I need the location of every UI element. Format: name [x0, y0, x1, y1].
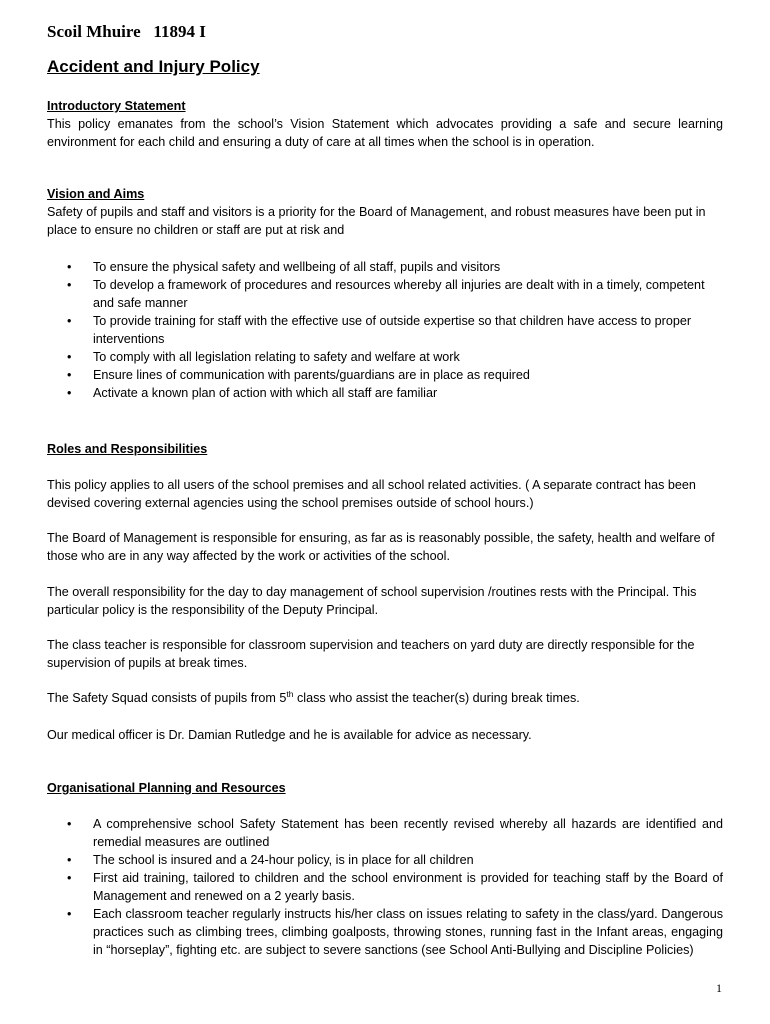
planning-heading: Organisational Planning and Resources [47, 781, 286, 795]
roles-paragraph-4: The class teacher is responsible for classroom supervision and teachers on yard duty are directly responsible for the supervision of pupils at break times. [47, 638, 695, 670]
list-item: • A comprehensive school Safety Statement has been recently revised whereby all hazards are identified and remedial measures are outlined [67, 817, 723, 849]
roles-paragraph-1: This policy applies to all users of the school premises and all school related activities. ( A separate contract has been devised covering external agencies using the school premises outside of school hours.) [47, 478, 696, 510]
policy-title: Accident and Injury Policy [47, 57, 260, 76]
vision-text: Safety of pupils and staff and visitors is a priority for the Board of Management, and robust measures have been put in place to ensure no children or staff are put at risk and [47, 205, 706, 237]
bullet-icon: • [67, 907, 72, 921]
list-item: • Activate a known plan of action with which all staff are familiar [67, 386, 438, 400]
intro-heading: Introductory Statement [47, 99, 186, 113]
bullet-icon: • [67, 260, 72, 274]
bullet-icon: • [67, 278, 72, 292]
roles-paragraph-5: The Safety Squad consists of pupils from 5th class who assist the teacher(s) during break times. [47, 688, 580, 705]
roles-paragraph-3: The overall responsibility for the day to day management of school supervision /routines rests with the Principal. This particular policy is the responsibility of the Deputy Principal. [47, 585, 697, 617]
bullet-icon: • [67, 368, 72, 382]
list-item: • To provide training for staff with the effective use of outside expertise so that children have access to proper interventions [67, 314, 692, 346]
bullet-icon: • [67, 386, 72, 400]
bullet-icon: • [67, 350, 72, 364]
bullet-icon: • [67, 871, 72, 885]
list-item: • To ensure the physical safety and wellbeing of all staff, pupils and visitors [67, 260, 501, 274]
list-item: • To comply with all legislation relating to safety and welfare at work [67, 350, 460, 364]
bullet-icon: • [67, 853, 72, 867]
list-item: • Each classroom teacher regularly instructs his/her class on issues relating to safety in the class/yard. Dangerous practices such as climbing trees, climbing goalposts, throwing stones, running fast in the Infant areas, engaging in “horseplay”, fighting etc. are subject to severe sanctions (see School Anti-Bullying and Discipline Policies) [67, 907, 723, 957]
vision-aims-list [47, 258, 723, 402]
list-item: • To develop a framework of procedures and resources whereby all injuries are dealt with in a timely, competent and safe manner [67, 278, 705, 310]
list-item: • First aid training, tailored to children and the school environment is provided for teaching staff by the Board of Management and renewed on a 2 yearly basis. [67, 871, 723, 903]
intro-text: This policy emanates from the school’s Vision Statement which advocates providing a safe and secure learning environment for each child and ensuring a duty of care at all times when the school is in operation. [47, 117, 723, 149]
roles-paragraph-2: The Board of Management is responsible for ensuring, as far as is reasonably possible, the safety, health and welfare of those who are in any way affected by the work or activities of the school. [47, 531, 715, 563]
intro-section [47, 97, 723, 151]
page-number: 1 [716, 981, 722, 995]
bullet-icon: • [67, 314, 72, 328]
list-item: • The school is insured and a 24-hour policy, is in place for all children [67, 853, 474, 867]
bullet-icon: • [67, 817, 72, 831]
vision-heading: Vision and Aims [47, 187, 145, 201]
school-name: Scoil Mhuire 11894 I [47, 22, 206, 41]
roles-paragraph-6: Our medical officer is Dr. Damian Rutledge and he is available for advice as necessary. [47, 728, 532, 742]
roles-heading: Roles and Responsibilities [47, 442, 208, 456]
planning-list [47, 815, 723, 959]
vision-section [47, 185, 723, 239]
list-item: • Ensure lines of communication with parents/guardians are in place as required [67, 368, 530, 382]
